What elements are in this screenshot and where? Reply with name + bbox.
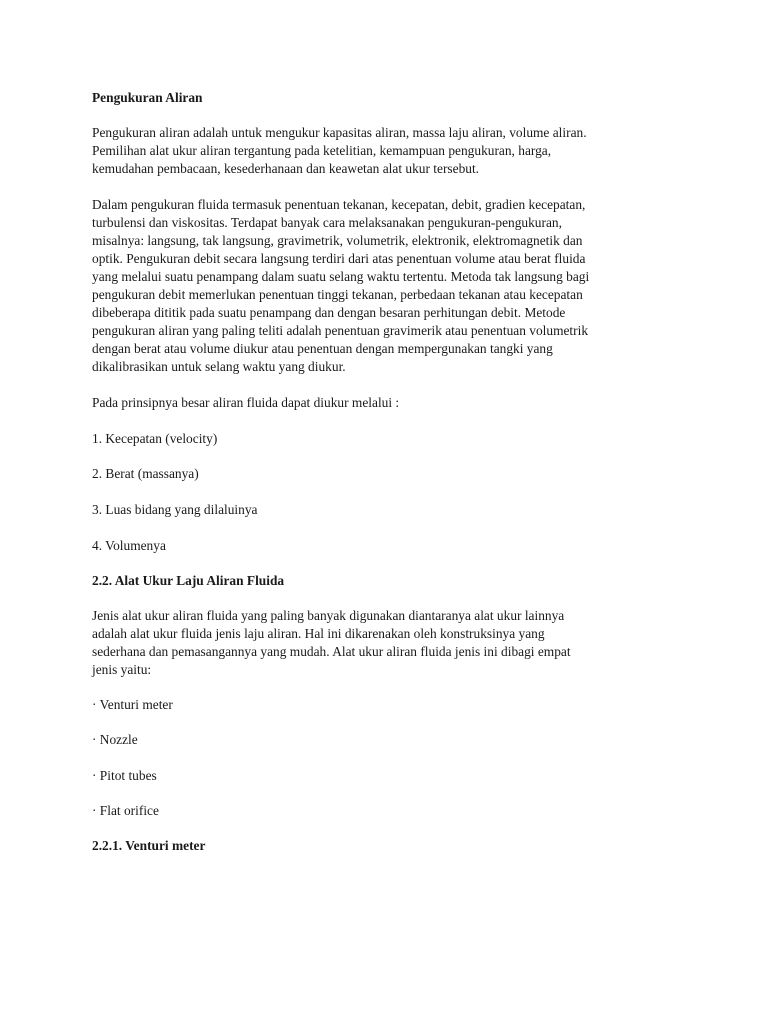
paragraph-line: adalah alat ukur fluida jenis laju aliran. Hal ini dikarenakan oleh konstruksinya yang (92, 626, 545, 641)
paragraph-line: jenis yaitu: (92, 662, 152, 677)
bullet-list-item: · Nozzle (92, 732, 138, 747)
paragraph-line: pengukuran aliran yang paling teliti adalah penentuan gravimerik atau penentuan volumetrik (92, 323, 589, 338)
bullet-list-item: · Pitot tubes (92, 768, 157, 783)
paragraph-line: dikalibrasikan untuk selang waktu yang diukur. (92, 359, 346, 374)
numbered-list-item: 2. Berat (massanya) (92, 466, 199, 481)
paragraph-line: dibeberapa dititik pada suatu penampang dan dengan besaran perhitungan debit. Metode (92, 305, 566, 320)
paragraph-line: yang melalui suatu penampang dalam suatu selang waktu tertentu. Metoda tak langsung bagi (92, 269, 590, 284)
paragraph-line: pengukuran debit memerlukan penentuan tinggi tekanan, perbedaan tekanan atau kecepatan (92, 287, 583, 302)
paragraph-line: optik. Pengukuran debit secara langsung terdiri dari atas penentuan volume atau berat fluida (92, 251, 586, 266)
numbered-list-item: 3. Luas bidang yang dilaluinya (92, 502, 258, 517)
paragraph-line: kemudahan pembacaan, kesederhanaan dan keawetan alat ukur tersebut. (92, 161, 480, 176)
paragraph-line: Pengukuran aliran adalah untuk mengukur kapasitas aliran, massa laju aliran, volume aliran. (92, 125, 587, 140)
paragraph-line: misalnya: langsung, tak langsung, gravimetrik, volumetrik, elektronik, elektromagnetik dan (92, 233, 583, 248)
heading-alat-ukur: 2.2. Alat Ukur Laju Aliran Fluida (92, 573, 285, 588)
paragraph-line: Pemilihan alat ukur aliran tergantung pada ketelitian, kemampuan pengukuran, harga, (92, 143, 552, 158)
paragraph-line: Pada prinsipnya besar aliran fluida dapat diukur melalui : (92, 395, 400, 410)
numbered-list-item: 1. Kecepatan (velocity) (92, 431, 218, 446)
paragraph-line: Dalam pengukuran fluida termasuk penentuan tekanan, kecepatan, debit, gradien kecepatan, (92, 197, 586, 212)
paragraph-line: dengan berat atau volume diukur atau penentuan dengan mempergunakan tangki yang (92, 341, 553, 356)
bullet-list-item: · Venturi meter (92, 697, 173, 712)
heading-venturi-meter: 2.2.1. Venturi meter (92, 838, 206, 853)
heading-pengukuran-aliran: Pengukuran Aliran (92, 90, 203, 105)
paragraph-line: Jenis alat ukur aliran fluida yang paling banyak digunakan diantaranya alat ukur lainnya (92, 608, 565, 623)
paragraph-line: turbulensi dan viskositas. Terdapat banyak cara melaksanakan pengukuran-pengukuran, (92, 215, 562, 230)
paragraph-line: sederhana dan pemasangannya yang mudah. Alat ukur aliran fluida jenis ini dibagi empat (92, 644, 571, 659)
numbered-list-item: 4. Volumenya (92, 538, 166, 553)
bullet-list-item: · Flat orifice (92, 803, 159, 818)
